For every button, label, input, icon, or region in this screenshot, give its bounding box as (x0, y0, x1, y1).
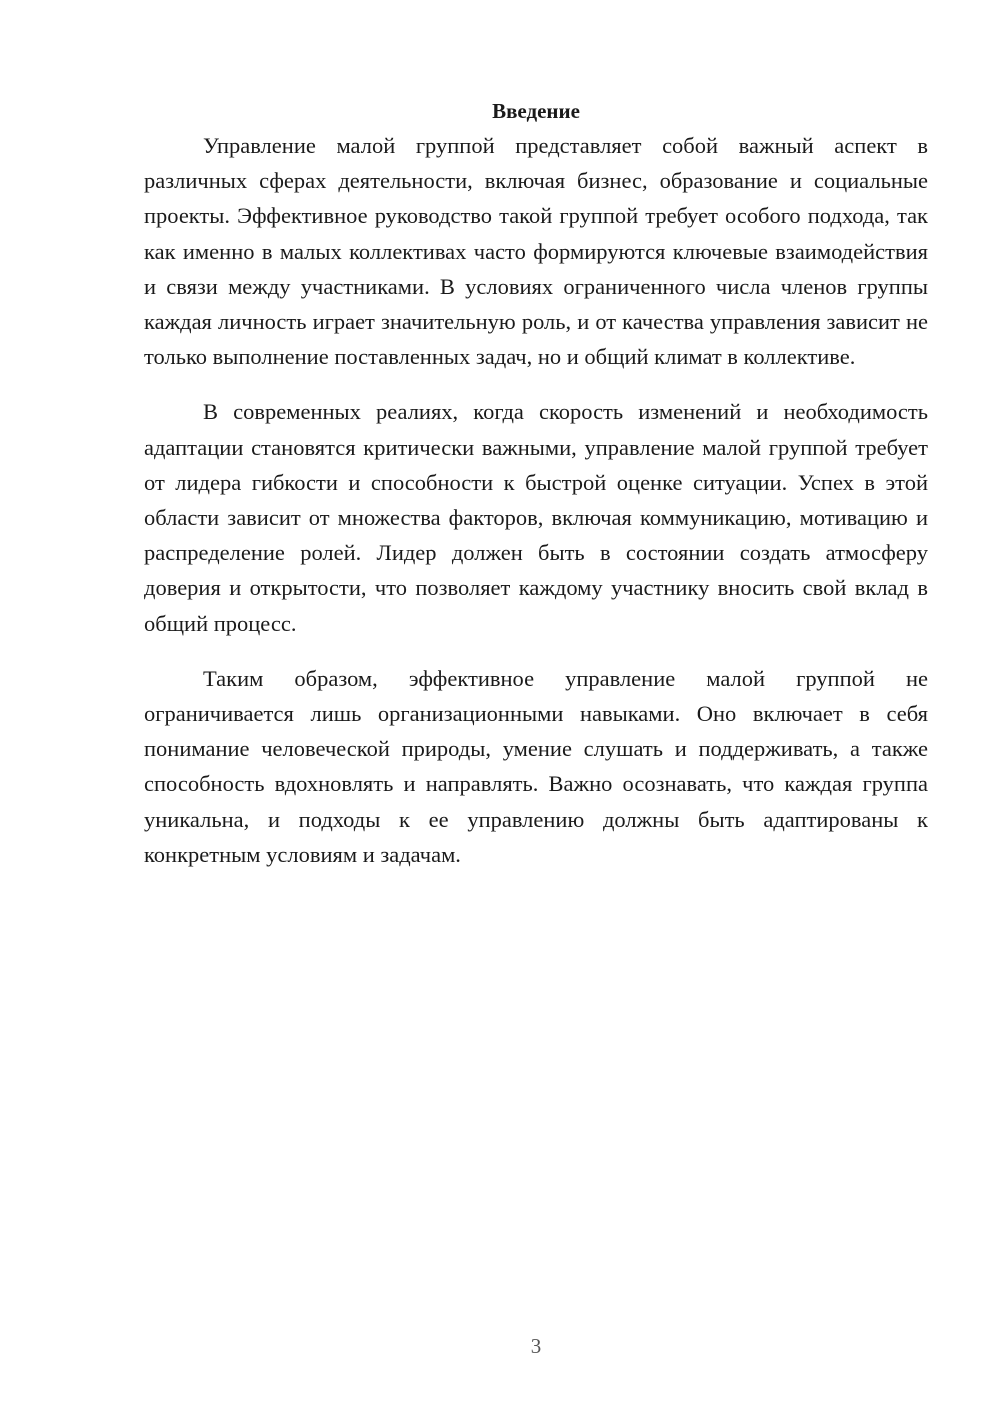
paragraph-3: Таким образом, эффективное управление малой группой не ограничивается лишь организационными навыками. Оно включает в себя понимание человеческой природы, умение слушать и поддерживать, а также способность вдохновлять и направлять. Важно осознавать, что каждая группа уникальна, и подходы к ее управлению должны быть адаптированы к конкретным условиям и задачам. (144, 665, 928, 867)
page-content (144, 96, 928, 872)
section-title: Введение (492, 99, 580, 123)
paragraph-1: Управление малой группой представляет собой важный аспект в различных сферах деятельности, включая бизнес, образование и социальные проекты. Эффективное руководство такой группой требует особого подхода, так как именно в малых коллективах часто формируются ключевые взаимодействия и связи между участниками. В условиях ограниченного числа членов группы каждая личность играет значительную роль, и от качества управления зависит не только выполнение поставленных задач, но и общий климат в коллективе. (144, 133, 928, 370)
paragraph-2: В современных реалиях, когда скорость изменений и необходимость адаптации становятся критически важными, управление малой группой требует от лидера гибкости и способности к быстрой оценке ситуации. Успех в этой области зависит от множества факторов, включая коммуникацию, мотивацию и распределение ролей. Лидер должен быть в состоянии создать атмосферу доверия и открытости, что позволяет каждому участнику вносить свой вклад в общий процесс. (144, 399, 928, 636)
page-number: 3 (530, 1334, 542, 1358)
